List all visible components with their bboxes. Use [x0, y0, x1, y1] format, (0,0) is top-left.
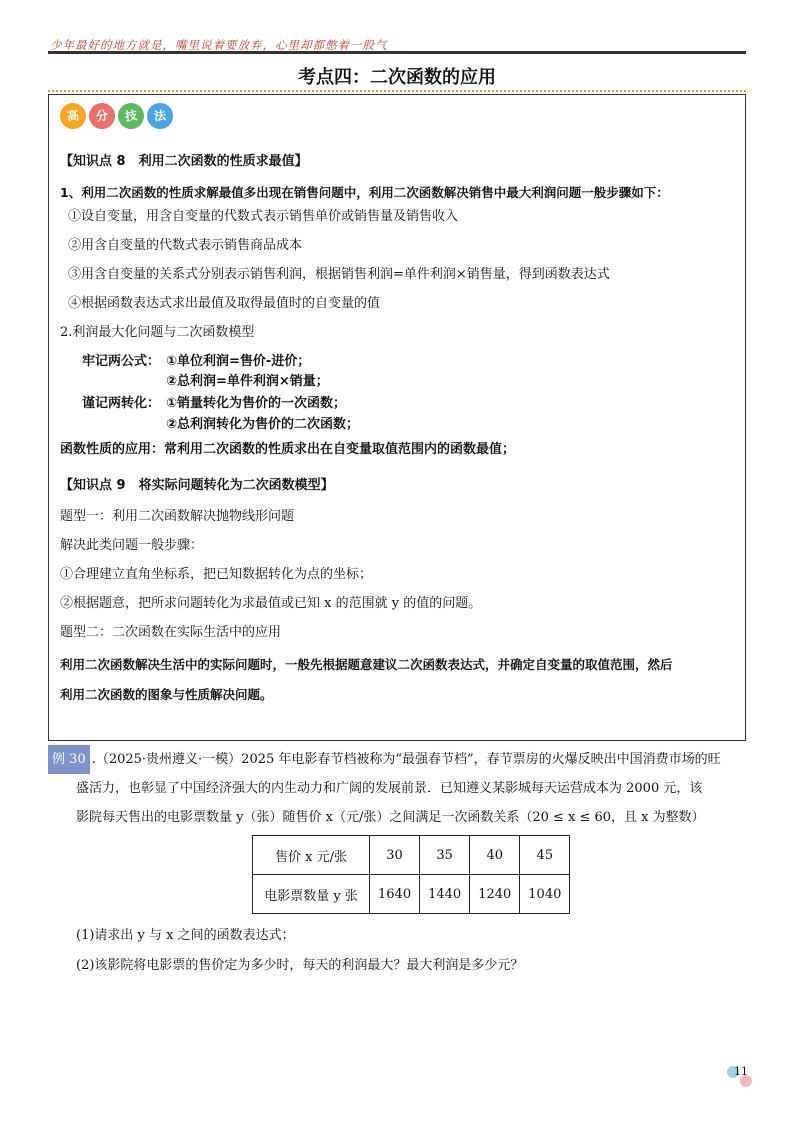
table-cell: 40	[470, 836, 520, 875]
convert-1: ①销量转化为售价的一次函数；	[166, 396, 347, 411]
table-cell: 45	[520, 836, 570, 875]
summary-line-2: 利用二次函数的图象与性质解决问题。	[60, 687, 273, 702]
steps-heading: 解决此类问题一般步骤：	[60, 538, 204, 553]
kp8-step-4: ④根据函数表达式求出最值及取得最值时的自变量的值	[68, 296, 381, 311]
badge-gao: 高	[58, 101, 87, 130]
table-row	[253, 875, 570, 914]
type1-step-2: ②根据题意，把所求问题转化为求最值或已知 x 的范围就 y 的值的问题。	[60, 596, 482, 611]
high-score-badges	[60, 103, 176, 133]
table-cell: 1440	[420, 875, 470, 914]
example-label: 例 30	[48, 745, 90, 774]
kp8-intro: 1、利用二次函数的性质求解最值多出现在销售问题中，利用二次函数解决销售中最大利润问题一般步骤如下：	[60, 185, 669, 200]
header-motto: 少年最好的地方就是，嘴里说着要放弃，心里却都憋着一股气	[50, 38, 388, 52]
question-2: (2)该影院将电影票的售价定为多少时，每天的利润最大？最大利润是多少元？	[76, 958, 524, 973]
kp8-step-2: ②用含自变量的代数式表示销售商品成本	[68, 238, 303, 253]
formula-2: ②总利润=单件利润×销量；	[166, 374, 329, 389]
kp9-heading: 【知识点 9 将实际问题转化为二次函数模型】	[60, 478, 334, 493]
example-line-1: .（2025·贵州遵义·一模）2025 年电影春节档被称为“最强春节档”，春节票房的火爆反映出中国消费市场的旺	[91, 752, 721, 767]
example-line-2: 盛活力，也彰显了中国经济强大的内生动力和广阔的发展前景．已知遵义某影城每天运营成本为 2000 元，该	[76, 781, 703, 796]
price-count-table	[252, 835, 570, 914]
page-number: 11	[734, 1065, 748, 1078]
badge-fen: 分	[87, 101, 116, 130]
table-cell: 30	[370, 836, 420, 875]
table-cell: 1640	[370, 875, 420, 914]
convert-2: ②总利润转化为售价的二次函数；	[166, 417, 360, 432]
type-1: 题型一：利用二次函数解决抛物线形问题	[60, 509, 295, 524]
table-cell: 35	[420, 836, 470, 875]
example-30	[48, 745, 746, 832]
table-header-price: 售价 x 元/张	[253, 836, 370, 875]
summary-line-1: 利用二次函数解决生活中的实际问题时，一般先根据题意建议二次函数表达式，并确定自变量的取值范围，然后	[60, 657, 673, 672]
type-2: 题型二：二次函数在实际生活中的应用	[60, 625, 282, 640]
badge-ji: 技	[116, 101, 145, 130]
header-rule	[48, 51, 746, 54]
example-line-3: 影院每天售出的电影票数量 y（张）随售价 x（元/张）之间满足一次函数关系（20 ≤ x ≤ 60，且 x 为整数）	[76, 810, 705, 825]
kp8-heading: 【知识点 8 利用二次函数的性质求最值】	[60, 154, 308, 169]
table-cell: 1240	[470, 875, 520, 914]
badge-fa: 法	[145, 101, 174, 130]
function-property: 函数性质的应用：常利用二次函数的性质求出在自变量取值范围内的函数最值；	[60, 442, 516, 457]
type1-step-1: ①合理建立直角坐标系，把已知数据转化为点的坐标；	[60, 567, 373, 582]
kp8-point-2: 2.利润最大化问题与二次函数模型	[60, 325, 255, 340]
table-row	[253, 836, 570, 875]
formula-label: 牢记两公式：	[82, 354, 161, 369]
question-1: (1)请求出 y 与 x 之间的函数表达式；	[76, 928, 295, 943]
kp8-step-1: ①设自变量，用含自变量的代数式表示销售单价或销售量及销售收入	[68, 209, 459, 224]
kp8-step-3: ③用含自变量的关系式分别表示销售利润，根据销售利润=单件利润×销售量，得到函数表达式	[68, 267, 610, 282]
table-header-count: 电影票数量 y 张	[253, 875, 370, 914]
table-cell: 1040	[520, 875, 570, 914]
convert-label: 谨记两转化：	[82, 396, 161, 411]
formula-1: ①单位利润=售价-进价；	[166, 354, 311, 369]
page-title: 考点四：二次函数的应用	[298, 67, 496, 88]
title-rule	[48, 90, 746, 92]
